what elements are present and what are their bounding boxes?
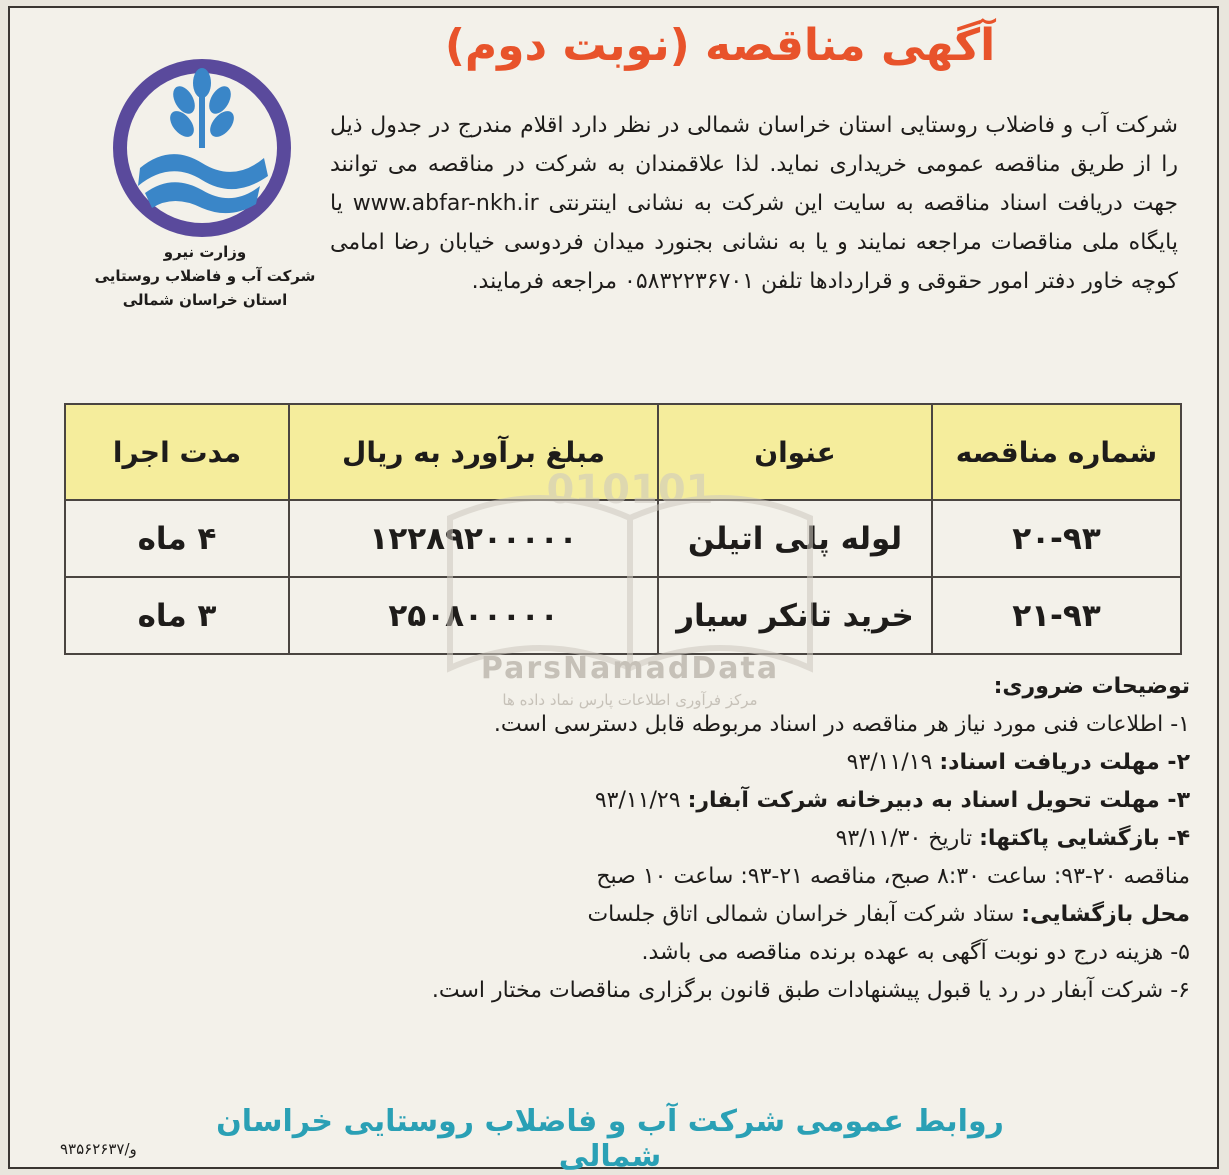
venue <box>310 898 1190 932</box>
cell-duration: ۴ ماه <box>65 500 289 577</box>
notes-section <box>310 670 1190 1012</box>
note-3-label: ۳- مهلت تحویل اسناد به دبیرخانه شرکت آبفار: <box>687 788 1190 813</box>
table-row <box>65 577 1181 654</box>
note-2-value: ۹۳/۱۱/۱۹ <box>846 750 933 775</box>
cell-title: لوله پلی اتیلن <box>658 500 932 577</box>
note-2 <box>310 746 1190 780</box>
cell-estimate: ۲۵۰۸۰۰۰۰۰ <box>289 577 658 654</box>
ad-code: و/۹۳۵۶۲۶۳۷ <box>60 1140 137 1158</box>
col-duration: مدت اجرا <box>65 404 289 500</box>
note-4-value: تاریخ ۹۳/۱۱/۳۰ <box>835 826 973 851</box>
note-3-value: ۹۳/۱۱/۲۹ <box>594 788 681 813</box>
venue-label: محل بازگشایی: <box>1021 902 1190 927</box>
ministry-name: وزارت نیرو <box>163 243 247 261</box>
note-4 <box>310 822 1190 856</box>
col-tender-number: شماره مناقصه <box>932 404 1181 500</box>
notes-heading: توضیحات ضروری: <box>993 674 1190 699</box>
cell-tender-number: ۲۱-۹۳ <box>932 577 1181 654</box>
col-estimate: مبلغ برآورد به ریال <box>289 404 658 500</box>
company-name: شرکت آب و فاضلاب روستایی <box>94 267 316 285</box>
table-row <box>65 500 1181 577</box>
intro-paragraph: شرکت آب و فاضلاب روستایی استان خراسان شمالی در نظر دارد اقلام مندرج در جدول ذیل را از طریق مناقصه عمومی خریداری نماید. لذا علاقمندان به شرکت در مناقصه می توانند جهت دریافت اسناد مناقصه به سایت این شرکت به نشانی اینترنتی www.abfar-nkh.ir یا پایگاه ملی مناقصات مراجعه نمایند و یا به نشانی بجنورد میدان فردوسی خیابان رضا امامی کوچه خاور دفتر امور حقوقی و قراردادها تلفن ۰۵۸۳۲۲۳۶۷۰۱ مراجعه فرمایند. <box>330 113 1178 294</box>
cell-title: خرید تانکر سیار <box>658 577 932 654</box>
province-name: استان خراسان شمالی <box>122 291 288 309</box>
cell-tender-number: ۲۰-۹۳ <box>932 500 1181 577</box>
note-4-detail: مناقصه ۲۰-۹۳: ساعت ۸:۳۰ صبح، مناقصه ۲۱-۹۳: ساعت ۱۰ صبح <box>596 864 1190 889</box>
tender-notice <box>8 6 1219 1174</box>
note-5: ۵- هزینه درج دو نوبت آگهی به عهده برنده مناقصه می باشد. <box>641 940 1190 965</box>
logo-caption <box>80 240 330 312</box>
watermark-name: ParsNamadData <box>480 651 780 686</box>
notice-title: آگهی مناقصه (نوبت دوم) <box>444 20 996 71</box>
cell-duration: ۳ ماه <box>65 577 289 654</box>
venue-value: ستاد شرکت آبفار خراسان شمالی اتاق جلسات <box>587 902 1015 927</box>
watermark-digits: 010101 <box>546 467 714 513</box>
watermark-subtitle: مرکز فرآوری اطلاعات پارس نماد داده ها <box>502 691 758 709</box>
table-header-row <box>65 404 1181 500</box>
company-logo-icon <box>110 48 295 248</box>
note-3 <box>310 784 1190 818</box>
note-1: ۱- اطلاعات فنی مورد نیاز هر مناقصه در اسناد مربوطه قابل دسترسی است. <box>493 712 1190 737</box>
note-4-label: ۴- بازگشایی پاکتها: <box>979 826 1190 851</box>
tender-table <box>64 403 1182 655</box>
note-2-label: ۲- مهلت دریافت اسناد: <box>939 750 1190 775</box>
col-title: عنوان <box>658 404 932 500</box>
cell-estimate: ۱۲۲۸۹۲۰۰۰۰۰ <box>289 500 658 577</box>
public-relations-footer: روابط عمومی شرکت آب و فاضلاب روستایی خراسان شمالی <box>216 1104 1004 1174</box>
note-6: ۶- شرکت آبفار در رد یا قبول پیشنهادات طبق قانون برگزاری مناقصات مختار است. <box>431 978 1190 1003</box>
